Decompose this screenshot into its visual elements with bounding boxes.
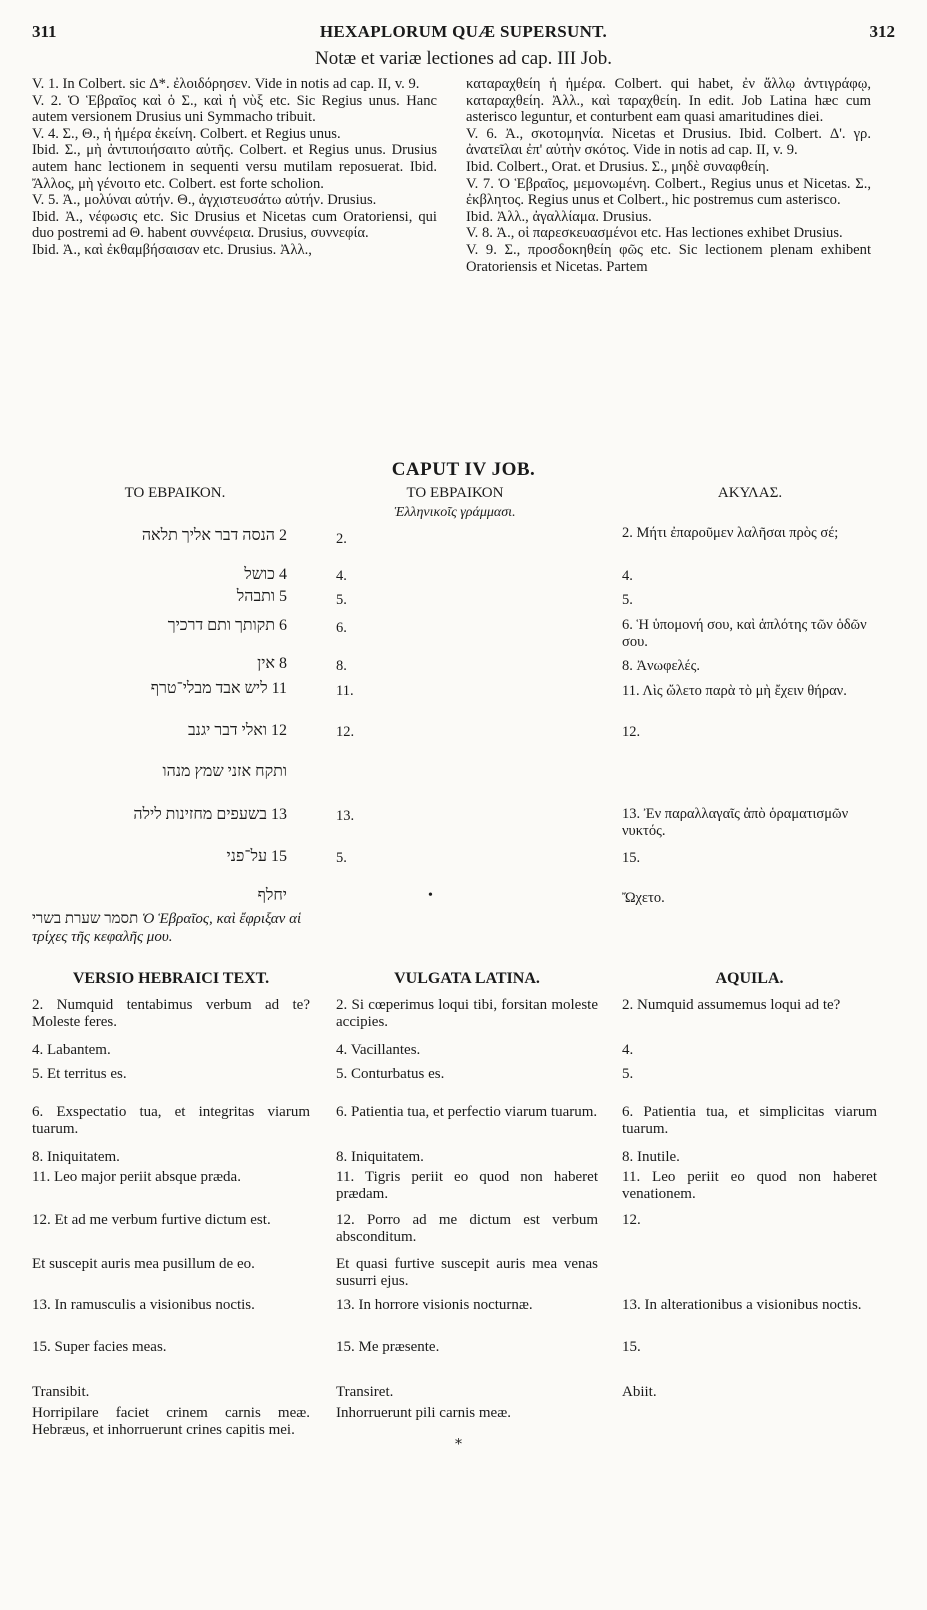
aquila-greek-verse: 13. Ἐν παραλλαγαῖς ἀπὸ ὁραματισμῶν νυκτός. — [622, 806, 849, 839]
translit-verse: 5. — [336, 592, 347, 608]
latin-versio-verse: 4. Labantem. — [32, 1042, 111, 1058]
latin-vulgata-verse: 2. Si cœperimus loqui tibi, forsitan moleste accipies. — [336, 997, 598, 1030]
latin-versio-verse: Horripilare faciet crinem carnis meæ. Hebræus, et inhorruerunt crines capitis mei. — [32, 1405, 310, 1438]
hebrew-verse: 5 ותבהל — [236, 588, 287, 605]
aquila-greek-verse: 5. — [622, 592, 633, 608]
printer-mark: ⁎ — [455, 1433, 462, 1448]
hebrew-verse: ותקח אזני שמץ מנהו — [162, 763, 287, 780]
hebrew-verse: 12 ואלי דבר יגנב — [187, 722, 287, 739]
latin-aquila-verse: 11. Leo periit eo quod non haberet venationem. — [622, 1169, 877, 1202]
latin-aquila-verse: 8. Inutile. — [622, 1149, 680, 1165]
aquila-greek-verse: 2. Μήτι ἐπαροῦμεν λαλῆσαι πρὸς σέ; — [622, 525, 839, 541]
aquila-greek-verse: 11. Λὶς ὤλετο παρὰ τὸ μὴ ἔχειν θήραν. — [622, 683, 847, 699]
latin-aquila-verse: 15. — [622, 1339, 641, 1355]
latin-vulgata-verse: 5. Conturbatus es. — [336, 1066, 445, 1082]
note-paragraph: Ibid. Ἀ., νέφωσις etc. Sic Drusius et Nicetas cum Oratoriensi, qui duo postremi ad Θ. habent συννέφεια. Drusius, συννεφία. — [32, 208, 437, 242]
translit-verse: 12. — [336, 724, 355, 740]
latin-vulgata-verse: 4. Vacillantes. — [336, 1042, 421, 1058]
latin-versio-verse: 15. Super facies meas. — [32, 1339, 167, 1355]
aquila-greek-verse: 6. Ἡ ὑπομονή σου, καὶ ἁπλότης τῶν ὁδῶν σου. — [622, 617, 867, 650]
latin-versio-verse: 2. Numquid tentabimus verbum ad te? Moleste feres. — [32, 997, 310, 1030]
page-number-right: 312 — [869, 22, 895, 41]
note-paragraph: V. 1. In Colbert. sic Δ*. ἐλοιδόρησεν. Vide in notis ad cap. II, v. 9. — [32, 76, 420, 92]
latin-versio-verse: 5. Et territus es. — [32, 1066, 127, 1082]
hebrew-verse: יחלף — [257, 887, 287, 904]
versio-column-heading: VERSIO HEBRAICI TEXT. — [72, 970, 270, 987]
running-title: HEXAPLORUM QUÆ SUPERSUNT. — [319, 22, 608, 41]
notes-right-column — [466, 76, 871, 275]
note-paragraph: V. 8. Ἀ., οἱ παρεσκευασμένοι etc. Has lectiones exhibet Drusius. — [466, 225, 843, 242]
latin-vulgata-verse: 6. Patientia tua, et perfectio viarum tuarum. — [336, 1104, 598, 1120]
hebrew-verse: 11 ליש אבד מבלי־טרף — [150, 680, 287, 697]
chapter-title: CAPUT IV JOB. — [391, 459, 536, 480]
note-paragraph: Ibid. Ἀλλ., ἀγαλλίαμα. Drusius. — [466, 208, 652, 225]
note-paragraph: Ibid. Σ., μὴ ἀντιποιήσαιτο αὐτῆς. Colbert. et Regius unus. Drusius autem hanc lectionem in sequenti versu mutilam reposuerat. Ibid. Ἄλλος, μὴ γένοιτο etc. Colbert. est forte scholion. — [32, 142, 437, 192]
latin-vulgata-verse: 12. Porro ad me dictum est verbum absconditum. — [336, 1212, 598, 1245]
latin-aquila-verse: 13. In alterationibus a visionibus noctis. — [622, 1297, 862, 1313]
aquila-greek-verse: Ὤχετο. — [622, 890, 665, 906]
note-paragraph: V. 7. Ὁ Ἑβραῖος, μεμονωμένη. Colbert., Regius unus et Nicetas. Σ., ἐκβλητος. Regius unus et Colbert., hic postremus cum asterisco. — [466, 175, 871, 209]
hebrew-verse: 8 אין — [257, 655, 287, 672]
latin-versio-verse: Transibit. — [32, 1384, 90, 1400]
hebrew-last-line — [32, 910, 310, 946]
hebrew-verse: 13 בשעפים מחזינות לילה — [133, 806, 287, 823]
latin-vulgata-verse: 13. In horrore visionis nocturnæ. — [336, 1297, 533, 1313]
latin-versio-verse: 8. Iniquitatem. — [32, 1149, 120, 1165]
note-paragraph: Ibid. Colbert., Orat. et Drusius. Σ., μηδὲ συναφθείη. — [466, 158, 770, 175]
note-paragraph: V. 9. Σ., προσδοκηθείη φῶς etc. Sic lectionem plenam exhibent Oratoriensis et Nicetas. Partem — [466, 241, 871, 275]
latin-aquila-verse: 4. — [622, 1042, 634, 1058]
latin-versio-verse: 11. Leo major periit absque præda. — [32, 1169, 241, 1185]
hebrew-column-heading: ΤΟ ΕΒΡΑΙΚΟΝ. — [124, 485, 226, 501]
translit-verse: 6. — [336, 620, 347, 636]
aquila-greek-verse: 8. Ἀνωφελές. — [622, 658, 701, 674]
note-paragraph: καταραχθείη ἡ ἡμέρα. Colbert. qui habet, ἐν ἄλλῳ ἀντιγράφῳ, καταραχθείη. Ἀλλ., καὶ ταραχθείη. In edit. Job Latina hæc cum asterisco leguntur, et conturbent eam quasi amaritudines diei. — [466, 76, 871, 126]
latin-versio-verse: 13. In ramusculis a visionibus noctis. — [32, 1297, 255, 1313]
greek-letters-column-subheading: Ἑλληνικοῖς γράμμασι. — [394, 505, 516, 520]
latin-vulgata-verse: 8. Iniquitatem. — [336, 1149, 424, 1165]
hebrew-verse: 15 על־פני — [226, 848, 287, 865]
page-header — [0, 22, 927, 46]
note-paragraph: V. 5. Ἀ., μολύναι αὐτήν. Θ., ἀγχιστευσάτω αὐτήν. Drusius. — [32, 192, 377, 209]
latin-versio-verse: 12. Et ad me verbum furtive dictum est. — [32, 1212, 271, 1228]
page-number-left: 311 — [32, 22, 57, 41]
latin-vulgata-verse: Transiret. — [336, 1384, 394, 1400]
aquila-greek-verse: 15. — [622, 850, 641, 866]
note-paragraph: V. 6. Ἀ., σκοτομηνία. Nicetas et Drusius. Ibid. Colbert. Δ'. γρ. ἀνατεῖλαι ἐπ' αὐτὴν σκότος. Vide in notis ad cap. II, v. 9. — [466, 125, 871, 159]
translit-verse: 4. — [336, 568, 347, 584]
hebrew-verse: 4 כושל — [244, 566, 287, 583]
latin-aquila-verse: 2. Numquid assumemus loqui ad te? — [622, 997, 841, 1013]
bullet-mark: • — [428, 888, 433, 903]
aquila-greek-verse: 12. — [622, 724, 641, 740]
latin-aquila-verse: Abiit. — [622, 1384, 657, 1400]
note-paragraph: V. 2. Ὁ Ἑβραῖος καὶ ὁ Σ., καὶ ἡ νὺξ etc. Sic Regius unus. Hanc autem versionem Drusius uni Symmacho tribuit. — [32, 92, 437, 126]
latin-aquila-verse: 5. — [622, 1066, 634, 1082]
latin-versio-verse: 6. Exspectatio tua, et integritas viarum tuarum. — [32, 1104, 310, 1137]
latin-vulgata-verse: Inhorruerunt pili carnis meæ. — [336, 1405, 511, 1421]
vulgata-column-heading: VULGATA LATINA. — [394, 970, 540, 987]
greek-letters-column-heading: ΤΟ ΕΒΡΑΙΚΟΝ — [406, 485, 504, 501]
latin-vulgata-verse: 15. Me præsente. — [336, 1339, 440, 1355]
hebrew-note-greek: Ὁ Ἑβραῖος, καὶ ἔφριξαν αἱ τρίχες τῆς κεφαλῆς μου. — [32, 911, 302, 945]
aquila-latin-column-heading: AQUILA. — [715, 970, 784, 987]
latin-versio-verse: Et suscepit auris mea pusillum de eo. — [32, 1256, 255, 1272]
notes-left-column — [32, 76, 437, 259]
translit-verse: 2. — [336, 531, 347, 547]
aquila-greek-column-heading: ΑΚΥΛΑΣ. — [717, 485, 783, 501]
hebrew-verse: 6 תקותך ותם דרכיך — [167, 617, 287, 634]
note-paragraph: Ibid. Ἀ., καὶ ἐκθαμβήσαισαν etc. Drusius. Ἀλλ., — [32, 241, 312, 258]
translit-verse: 5. — [336, 850, 347, 866]
translit-verse: 8. — [336, 658, 347, 674]
translit-verse: 11. — [336, 683, 354, 699]
latin-vulgata-verse: 11. Tigris periit eo quod non haberet prædam. — [336, 1169, 598, 1202]
notes-title: Notæ et variæ lectiones ad cap. III Job. — [314, 48, 613, 69]
note-paragraph: V. 4. Σ., Θ., ἡ ἡμέρα ἐκείνη. Colbert. et Regius unus. — [32, 125, 341, 142]
hebrew-verse: תסמר שערת בשרי — [32, 911, 139, 927]
translit-verse: 13. — [336, 808, 355, 824]
latin-aquila-verse: 6. Patientia tua, et simplicitas viarum tuarum. — [622, 1104, 877, 1137]
latin-vulgata-verse: Et quasi furtive suscepit auris mea venas susurri ejus. — [336, 1256, 598, 1289]
latin-aquila-verse: 12. — [622, 1212, 641, 1228]
aquila-greek-verse: 4. — [622, 568, 633, 584]
hebrew-verse: 2 הנסה דבר אליך תלאה — [141, 527, 287, 544]
